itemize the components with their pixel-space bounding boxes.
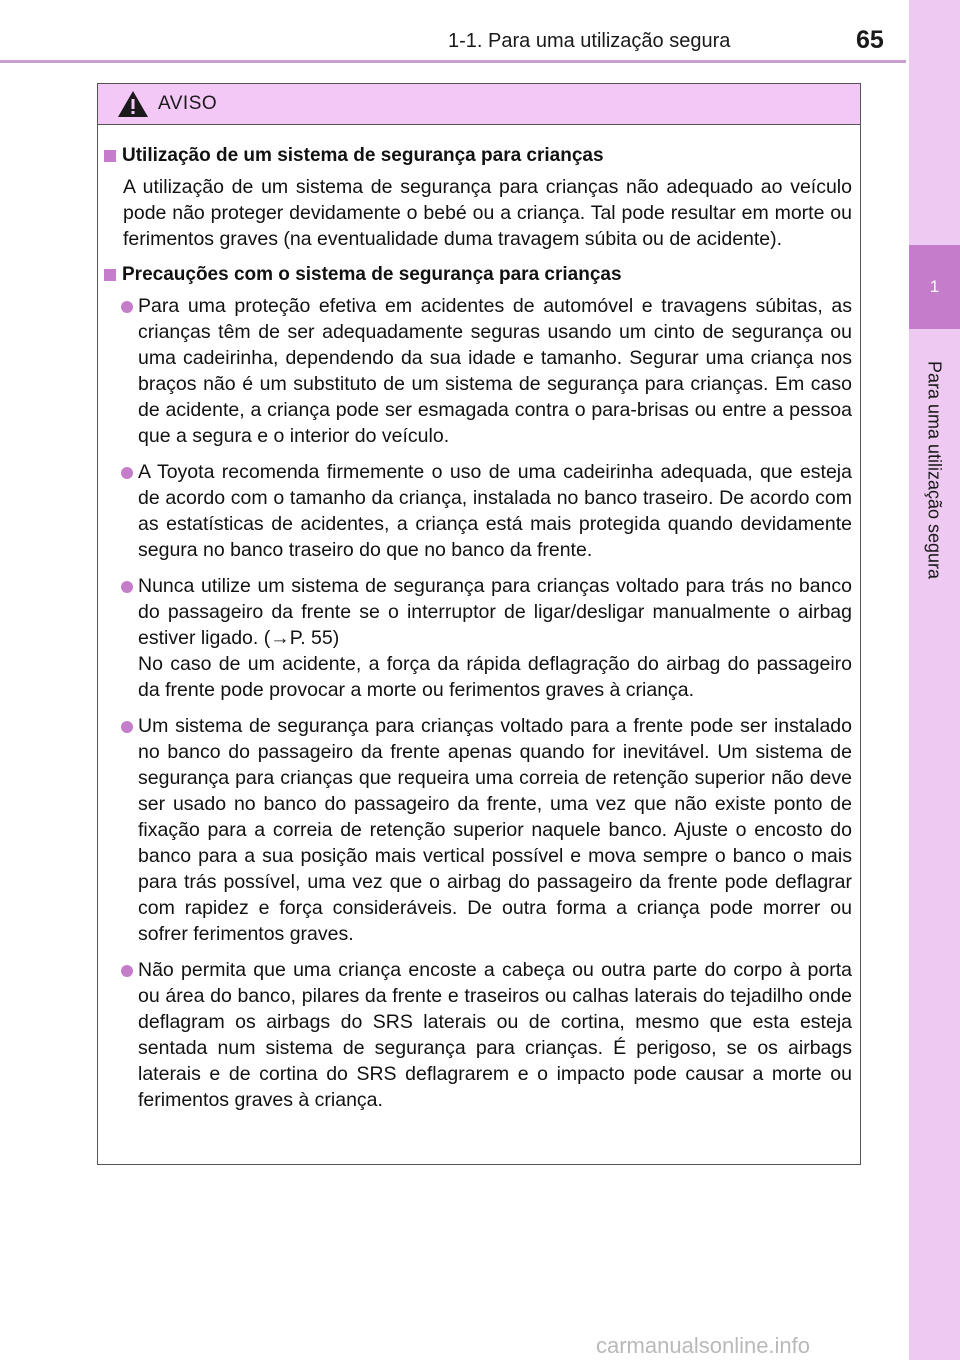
section-paragraph: A utilização de um sistema de segurança para crianças não adequado ao veículo pode não proteger devidamente o bebé ou a criança. Tal pode resultar em morte ou ferimentos graves (na eventualidade duma travagem súbita ou de acidente). bbox=[123, 176, 852, 250]
list-item-text-continuation: No caso de um acidente, a força da rápida deflagração do airbag do passageiro da frente pode provocar a morte ou ferimentos graves à criança. bbox=[138, 653, 852, 701]
warning-title: AVISO bbox=[158, 93, 218, 114]
round-bullet-icon bbox=[121, 301, 133, 313]
warning-triangle-icon bbox=[116, 89, 150, 119]
warning-body bbox=[98, 125, 860, 1113]
round-bullet-icon bbox=[121, 581, 133, 593]
chapter-tab[interactable] bbox=[909, 245, 960, 329]
list-item bbox=[104, 459, 852, 563]
list-item-text: Para uma proteção efetiva em acidentes de automóvel e travagens súbitas, as crianças têm de ser adequadamente seguras usando um cinto de segurança ou uma cadeirinha, dependendo da sua idade e tamanho. Segurar uma criança nos braços não é um substituto de um sistema de segurança para crianças. Em caso de acidente, a criança pode ser esmagada contra o para-brisas ou entre a pessoa que a segura e o interior do veículo. bbox=[138, 295, 852, 447]
square-bullet-icon bbox=[104, 150, 116, 162]
chapter-number: 1 bbox=[929, 277, 940, 296]
round-bullet-icon bbox=[121, 467, 133, 479]
section-heading-text: Utilização de um sistema de segurança para crianças bbox=[122, 145, 604, 166]
list-item bbox=[104, 293, 852, 449]
chapter-label: Para uma utilização segura bbox=[924, 360, 945, 580]
list-item bbox=[104, 957, 852, 1113]
list-item-text-part: Nunca utilize um sistema de segurança para crianças voltado para trás no banco do passageiro da frente se o interruptor de ligar/desligar manualmente o airbag estiver ligado. (→P. 55) bbox=[138, 575, 852, 649]
list-item bbox=[104, 573, 852, 703]
chapter-side-strip bbox=[909, 0, 960, 1360]
section-title: 1-1. Para uma utilização segura bbox=[448, 30, 731, 52]
list-item-text: A Toyota recomenda firmemente o uso de uma cadeirinha adequada, que esteja de acordo com o tamanho da criança, instalada no banco traseiro. De acordo com as estatísticas de acidentes, a criança está mais protegida quando devidamente segura no banco traseiro do que no banco da frente. bbox=[138, 461, 852, 561]
page-number: 65 bbox=[856, 26, 884, 54]
list-item bbox=[104, 713, 852, 947]
warning-header bbox=[98, 84, 860, 125]
list-item-text: Um sistema de segurança para crianças voltado para a frente pode ser instalado no banco do passageiro da frente apenas quando for inevitável. Um sistema de segurança para crianças que requeira uma correia de retenção superior não deve ser usado no banco do passageiro da frente, uma vez que não existe ponto de fixação para a correia de retenção superior naquele banco. Ajuste o encosto do banco para a sua posição mais vertical possível e mova sempre o banco o mais para trás possível, uma vez que o airbag do passageiro da frente pode deflagrar com rapidez e força consideráveis. De outra forma a criança pode morrer ou sofrer ferimentos graves. bbox=[138, 715, 852, 945]
round-bullet-icon bbox=[121, 965, 133, 977]
watermark-text: carmanualsonline.info bbox=[596, 1333, 811, 1358]
section-heading-text: Precauções com o sistema de segurança para crianças bbox=[122, 264, 622, 285]
section-heading bbox=[104, 143, 852, 169]
section-heading bbox=[104, 262, 852, 288]
round-bullet-icon bbox=[121, 721, 133, 733]
list-item-text bbox=[138, 573, 852, 703]
square-bullet-icon bbox=[104, 269, 116, 281]
list-item-text: Não permita que uma criança encoste a cabeça ou outra parte do corpo à porta ou área do banco, pilares da frente e traseiros ou calhas laterais do tejadilho onde deflagram os airbags do SRS laterais ou de cortina, mesmo que esta esteja sentada num sistema de segurança para crianças. É perigoso, se os airbags laterais e de cortina do SRS deflagrarem e o impacto pode causar a morte ou ferimentos graves à criança. bbox=[138, 959, 852, 1111]
bullet-list bbox=[104, 293, 852, 1113]
warning-box bbox=[97, 83, 861, 1165]
header-rule bbox=[0, 60, 906, 63]
